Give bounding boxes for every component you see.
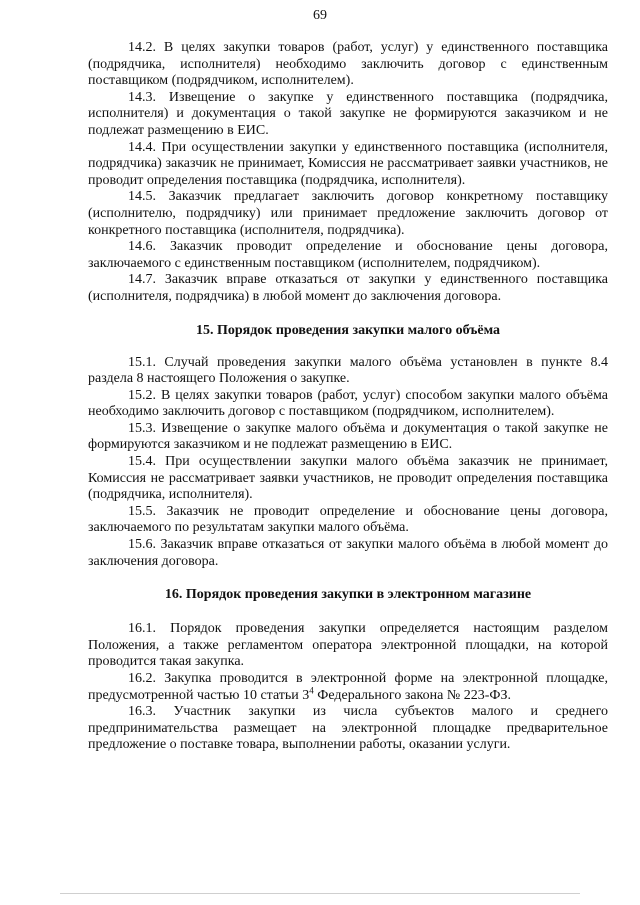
paragraph-15-4: 15.4. При осуществлении закупки малого объёма заказчик не принимает, Комиссия не рассматривает заявки участников, не проводит определения поставщика (подрядчика, исполнителя).: [88, 454, 608, 503]
paragraph-16-3: 16.3. Участник закупки из числа субъектов малого и среднего предпринимательства размещает на электронной площадке предварительное предложение о поставке товара, выполнении работы, оказании услуги.: [88, 704, 608, 753]
paragraph-14-4: 14.4. При осуществлении закупки у единственного поставщика (исполнителя, подрядчика) заказчик не принимает, Комиссия не рассматривает заявки участников, не проводит определения поставщика (подрядчика, исполнителя).: [88, 139, 608, 188]
paragraph-14-2: 14.2. В целях закупки товаров (работ, услуг) у единственного поставщика (подрядчика, исполнителя) необходимо заключить договор с единственным поставщиком (подрядчиком, исполнителем).: [88, 40, 608, 89]
paragraph-16-2: [88, 671, 608, 704]
superscript: 4: [309, 684, 314, 695]
document-body: [88, 40, 608, 754]
paragraph-14-3: 14.3. Извещение о закупке у единственного поставщика (подрядчика, исполнителя) и документация о такой закупке не формируются заказчиком и не подлежат размещению в ЕИС.: [88, 89, 608, 138]
paragraph-16-2-text-end: Федерального закона № 223-ФЗ.: [313, 687, 511, 703]
paragraph-15-6: 15.6. Заказчик вправе отказаться от закупки малого объёма в любой момент до заключения договора.: [88, 537, 608, 569]
page-number: 69: [313, 8, 327, 23]
paragraph-14-5: 14.5. Заказчик предлагает заключить договор конкретному поставщику (исполнителю, подрядчику) или принимает предложение заключить договор от конкретного поставщика (исполнителя, подрядчика).: [88, 189, 608, 238]
page-bottom-line: [60, 893, 580, 894]
paragraph-15-5: 15.5. Заказчик не проводит определение и обоснование цены договора, заключаемого по результатам закупки малого объёма.: [88, 503, 608, 536]
paragraph-14-7: 14.7. Заказчик вправе отказаться от закупки у единственного поставщика (исполнителя, подрядчика) в любой момент до заключения договора.: [88, 272, 608, 304]
paragraph-14-6: 14.6. Заказчик проводит определение и обоснование цены договора, заключаемого с единственным поставщиком (исполнителем, подрядчиком).: [88, 239, 608, 271]
paragraph-15-2: 15.2. В целях закупки товаров (работ, услуг) способом закупки малого объёма необходимо заключить договор с поставщиком (подрядчиком, исполнителем).: [88, 387, 608, 420]
paragraph-16-2-text: 16.2. Закупка проводится в электронной форме на электронной площадке, предусмотренной частью 10 статьи 3: [88, 671, 608, 703]
paragraph-15-3: 15.3. Извещение о закупке малого объёма и документация о такой закупке не формируются заказчиком и не подлежат размещению в ЕИС.: [88, 420, 608, 453]
section-15-heading: 15. Порядок проведения закупки малого объёма: [195, 322, 501, 338]
section-16-heading: 16. Порядок проведения закупки в электронном магазине: [164, 587, 532, 603]
paragraph-15-1: 15.1. Случай проведения закупки малого объёма установлен в пункте 8.4 раздела 8 настоящего Положения о закупке.: [88, 354, 608, 387]
paragraph-16-1: 16.1. Порядок проведения закупки определяется настоящим разделом Положения, а также регламентом оператора электронной площадки, на которой проводится такая закупка.: [88, 621, 608, 670]
